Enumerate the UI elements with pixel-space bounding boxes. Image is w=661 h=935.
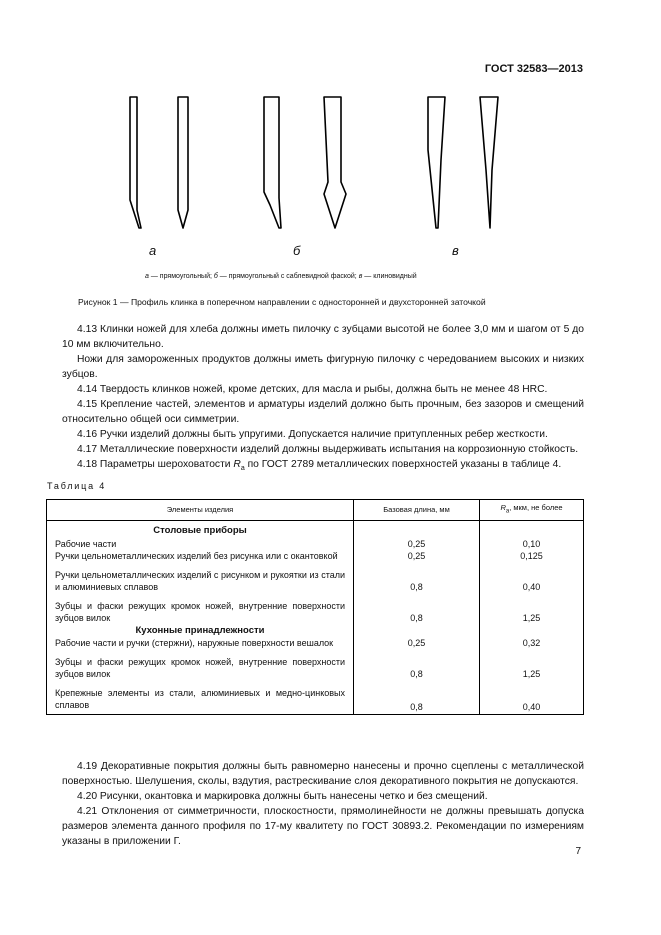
blade-c-single bbox=[428, 97, 445, 228]
section-title-kitchen: Кухонные принадлежности bbox=[47, 625, 354, 638]
header-ra: $R_a$, мкм, не более bbox=[480, 500, 584, 521]
standard-number: ГОСТ 32583—2013 bbox=[484, 63, 583, 75]
blade-c-double bbox=[480, 97, 498, 228]
label-b: б bbox=[293, 243, 301, 258]
header-elements: Элементы изделия bbox=[47, 500, 354, 521]
text-block-bottom bbox=[62, 759, 584, 849]
section-title-tableware: Столовые приборы bbox=[47, 521, 354, 538]
paragraph-4-14: 4.14 Твердость клинков ножей, кроме детских, для масла и рыбы, должна быть не менее 48 HRC. bbox=[77, 384, 548, 395]
table-row: Ручки цельнометаллических изделий без рисунка или с окантовкой 0,25 0,125 bbox=[47, 550, 584, 563]
paragraph-frozen-knives: Ножи для замороженных продуктов должны иметь фигурную пилочку с чередованием высоких и низких зубцов. bbox=[62, 354, 584, 380]
roughness-table bbox=[46, 499, 584, 715]
paragraph-4-13: 4.13 Клинки ножей для хлеба должны иметь пилочку с зубцами высотой не более 3,0 мм и шагом от 5 до 10 мм включительно. bbox=[62, 324, 584, 350]
paragraph-4-18: 4.18 Параметры шероховатости $R_a$ по ГОСТ 2789 металлических поверхностей указаны в таблице 4. bbox=[77, 459, 562, 473]
blade-b-single bbox=[264, 97, 281, 228]
table-row: Ручки цельнометаллических изделий с рисунком и рукоятки из стали и алюминиевых сплавов 0,8 0,40 bbox=[47, 569, 584, 594]
paragraph-4-20: 4.20 Рисунки, окантовка и маркировка должны быть нанесены четко и без смещений. bbox=[77, 791, 488, 802]
paragraph-4-19: 4.19 Декоративные покрытия должны быть равномерно нанесены и прочно сцеплены с металлической поверхностью. Шелушения, сколы, вздутия, растрескивание слоя декоративного покрытия не допускаются. bbox=[62, 761, 584, 787]
blade-a-double bbox=[178, 97, 188, 228]
page-number: 7 bbox=[575, 846, 581, 857]
paragraph-4-15: 4.15 Крепление частей, элементов и арматуры изделий должно быть прочным, без зазоров и смещений относительно общей оси симметрии. bbox=[62, 399, 584, 425]
figure-legend: а — прямоугольный; б — прямоугольный с саблевидной фаской; в — клиновидный bbox=[145, 273, 417, 280]
paragraph-4-21: 4.21 Отклонения от симметричности, плоскостности, прямолинейности не должны превышать допуска размеров элемента данного профиля по 17-му квалитету по ГОСТ 30893.2. Рекомендации по измерениям указаны в приложении Г. bbox=[62, 806, 584, 847]
table-row: Крепежные элементы из стали, алюминиевых и медно-цинковых сплавов 0,8 0,40 bbox=[47, 687, 584, 715]
paragraph-4-16: 4.16 Ручки изделий должны быть упругими. Допускается наличие притупленных ребер жесткости. bbox=[77, 429, 548, 440]
label-a: а bbox=[149, 243, 157, 258]
blade-b-double bbox=[324, 97, 346, 228]
blade-profile-figure bbox=[0, 0, 661, 270]
table-row: Зубцы и фаски режущих кромок ножей, внутренние поверхности зубцов вилок 0,8 1,25 bbox=[47, 600, 584, 625]
blade-a-single bbox=[130, 97, 141, 228]
table-row: Рабочие части 0,25 0,10 bbox=[47, 538, 584, 551]
text-block-top bbox=[62, 322, 584, 476]
header-base-length: Базовая длина, мм bbox=[354, 500, 480, 521]
paragraph-4-17: 4.17 Металлические поверхности изделий должны выдерживать испытания на коррозионную стойкость. bbox=[77, 444, 579, 455]
table-row: Зубцы и фаски режущих кромок ножей, внутренние поверхности зубцов вилок 0,8 1,25 bbox=[47, 656, 584, 681]
label-c: в bbox=[452, 243, 459, 258]
table-row: Рабочие части и ручки (стержни), наружные поверхности вешалок 0,25 0,32 bbox=[47, 637, 584, 650]
table-label: Таблица 4 bbox=[47, 481, 106, 491]
figure-caption: Рисунок 1 — Профиль клинка в поперечном направлении с односторонней и двухсторонней заточкой bbox=[78, 297, 486, 307]
